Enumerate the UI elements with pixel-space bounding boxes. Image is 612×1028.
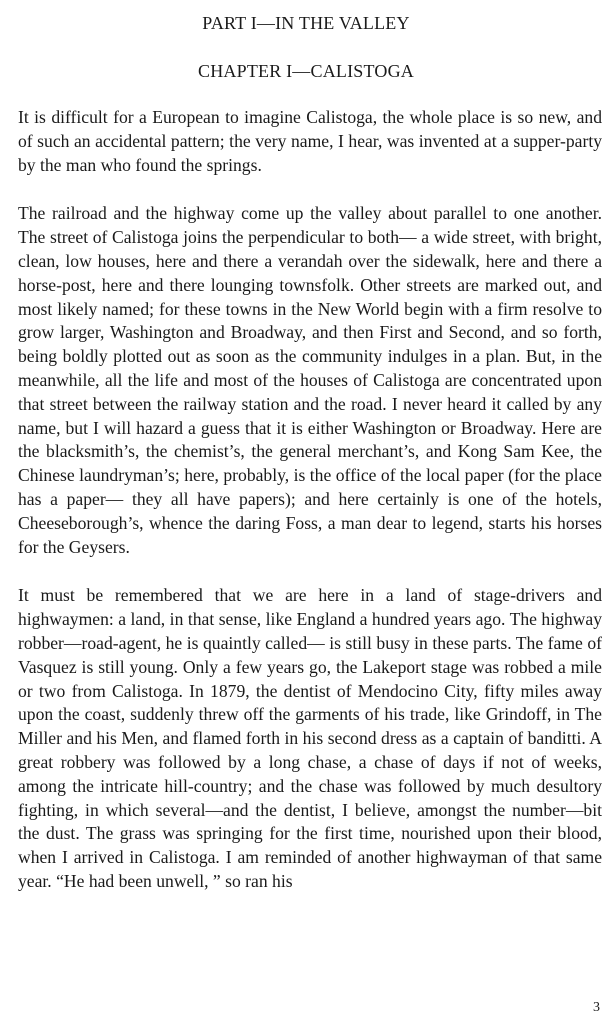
paragraph-3: It must be remembered that we are here in a land of stage-drivers and highwaymen: a land, in that sense, like England a hundred years ago. The highway robber—road-agent, he is quaintly called— is still busy in these parts. The fame of Vasquez is still young. Only a few years go, the Lakeport stage was robbed a mile or two from Calistoga. In 1879, the dentist of Mendocino City, fifty miles away upon the coast, suddenly threw off the garments of his trade, like Grindoff, in The Miller and his Men, and flamed forth in his second dress as a captain of banditti. A great robbery was followed by a long chase, a chase of days if not of weeks, among the intricate hill-country; and the chase was followed by much desultory fighting, in which several—and the dentist, I believe, amongst the number—bit the dust. The grass was springing for the first time, nourished upon their blood, when I arrived in Calistoga. I am reminded of another highwayman of that same year. “He had been unwell, ” so ran his [18,585,602,891]
paragraph-2: The railroad and the highway come up the valley about parallel to one another. The street of Calistoga joins the perpendicular to both— a wide street, with bright, clean, low houses, here and there a verandah over the sidewalk, here and there a horse-post, here and there lounging townsfolk. Other streets are marked out, and most likely named; for these towns in the New World begin with a firm resolve to grow larger, Washington and Broadway, and then First and Second, and so forth, being boldly plotted out as soon as the community indulges in a plan. But, in the meanwhile, all the life and most of the houses of Calistoga are concentrated upon that street between the railway station and the road. I never heard it called by any name, but I will hazard a guess that it is either Washington or Broadway. Here are the blacksmith’s, the chemist’s, the general merchant’s, and Kong Sam Kee, the Chinese laundryman’s; here, probably, is the office of the local paper (for the place has a paper— they all have papers); and here certainly is one of the hotels, Cheeseborough’s, whence the daring Foss, a man dear to legend, starts his horses for the Geysers. [18,203,602,557]
chapter-title: CHAPTER I—CALISTOGA [198,61,414,81]
paragraph-1: It is difficult for a European to imagine Calistoga, the whole place is so new, and of such an accidental pattern; the very name, I hear, was invented at a supper-party by the man who found the springs. [18,107,602,175]
chapter-body [18,106,602,919]
part-title: PART I—IN THE VALLEY [202,13,410,33]
page-number: 3 [593,1000,600,1015]
